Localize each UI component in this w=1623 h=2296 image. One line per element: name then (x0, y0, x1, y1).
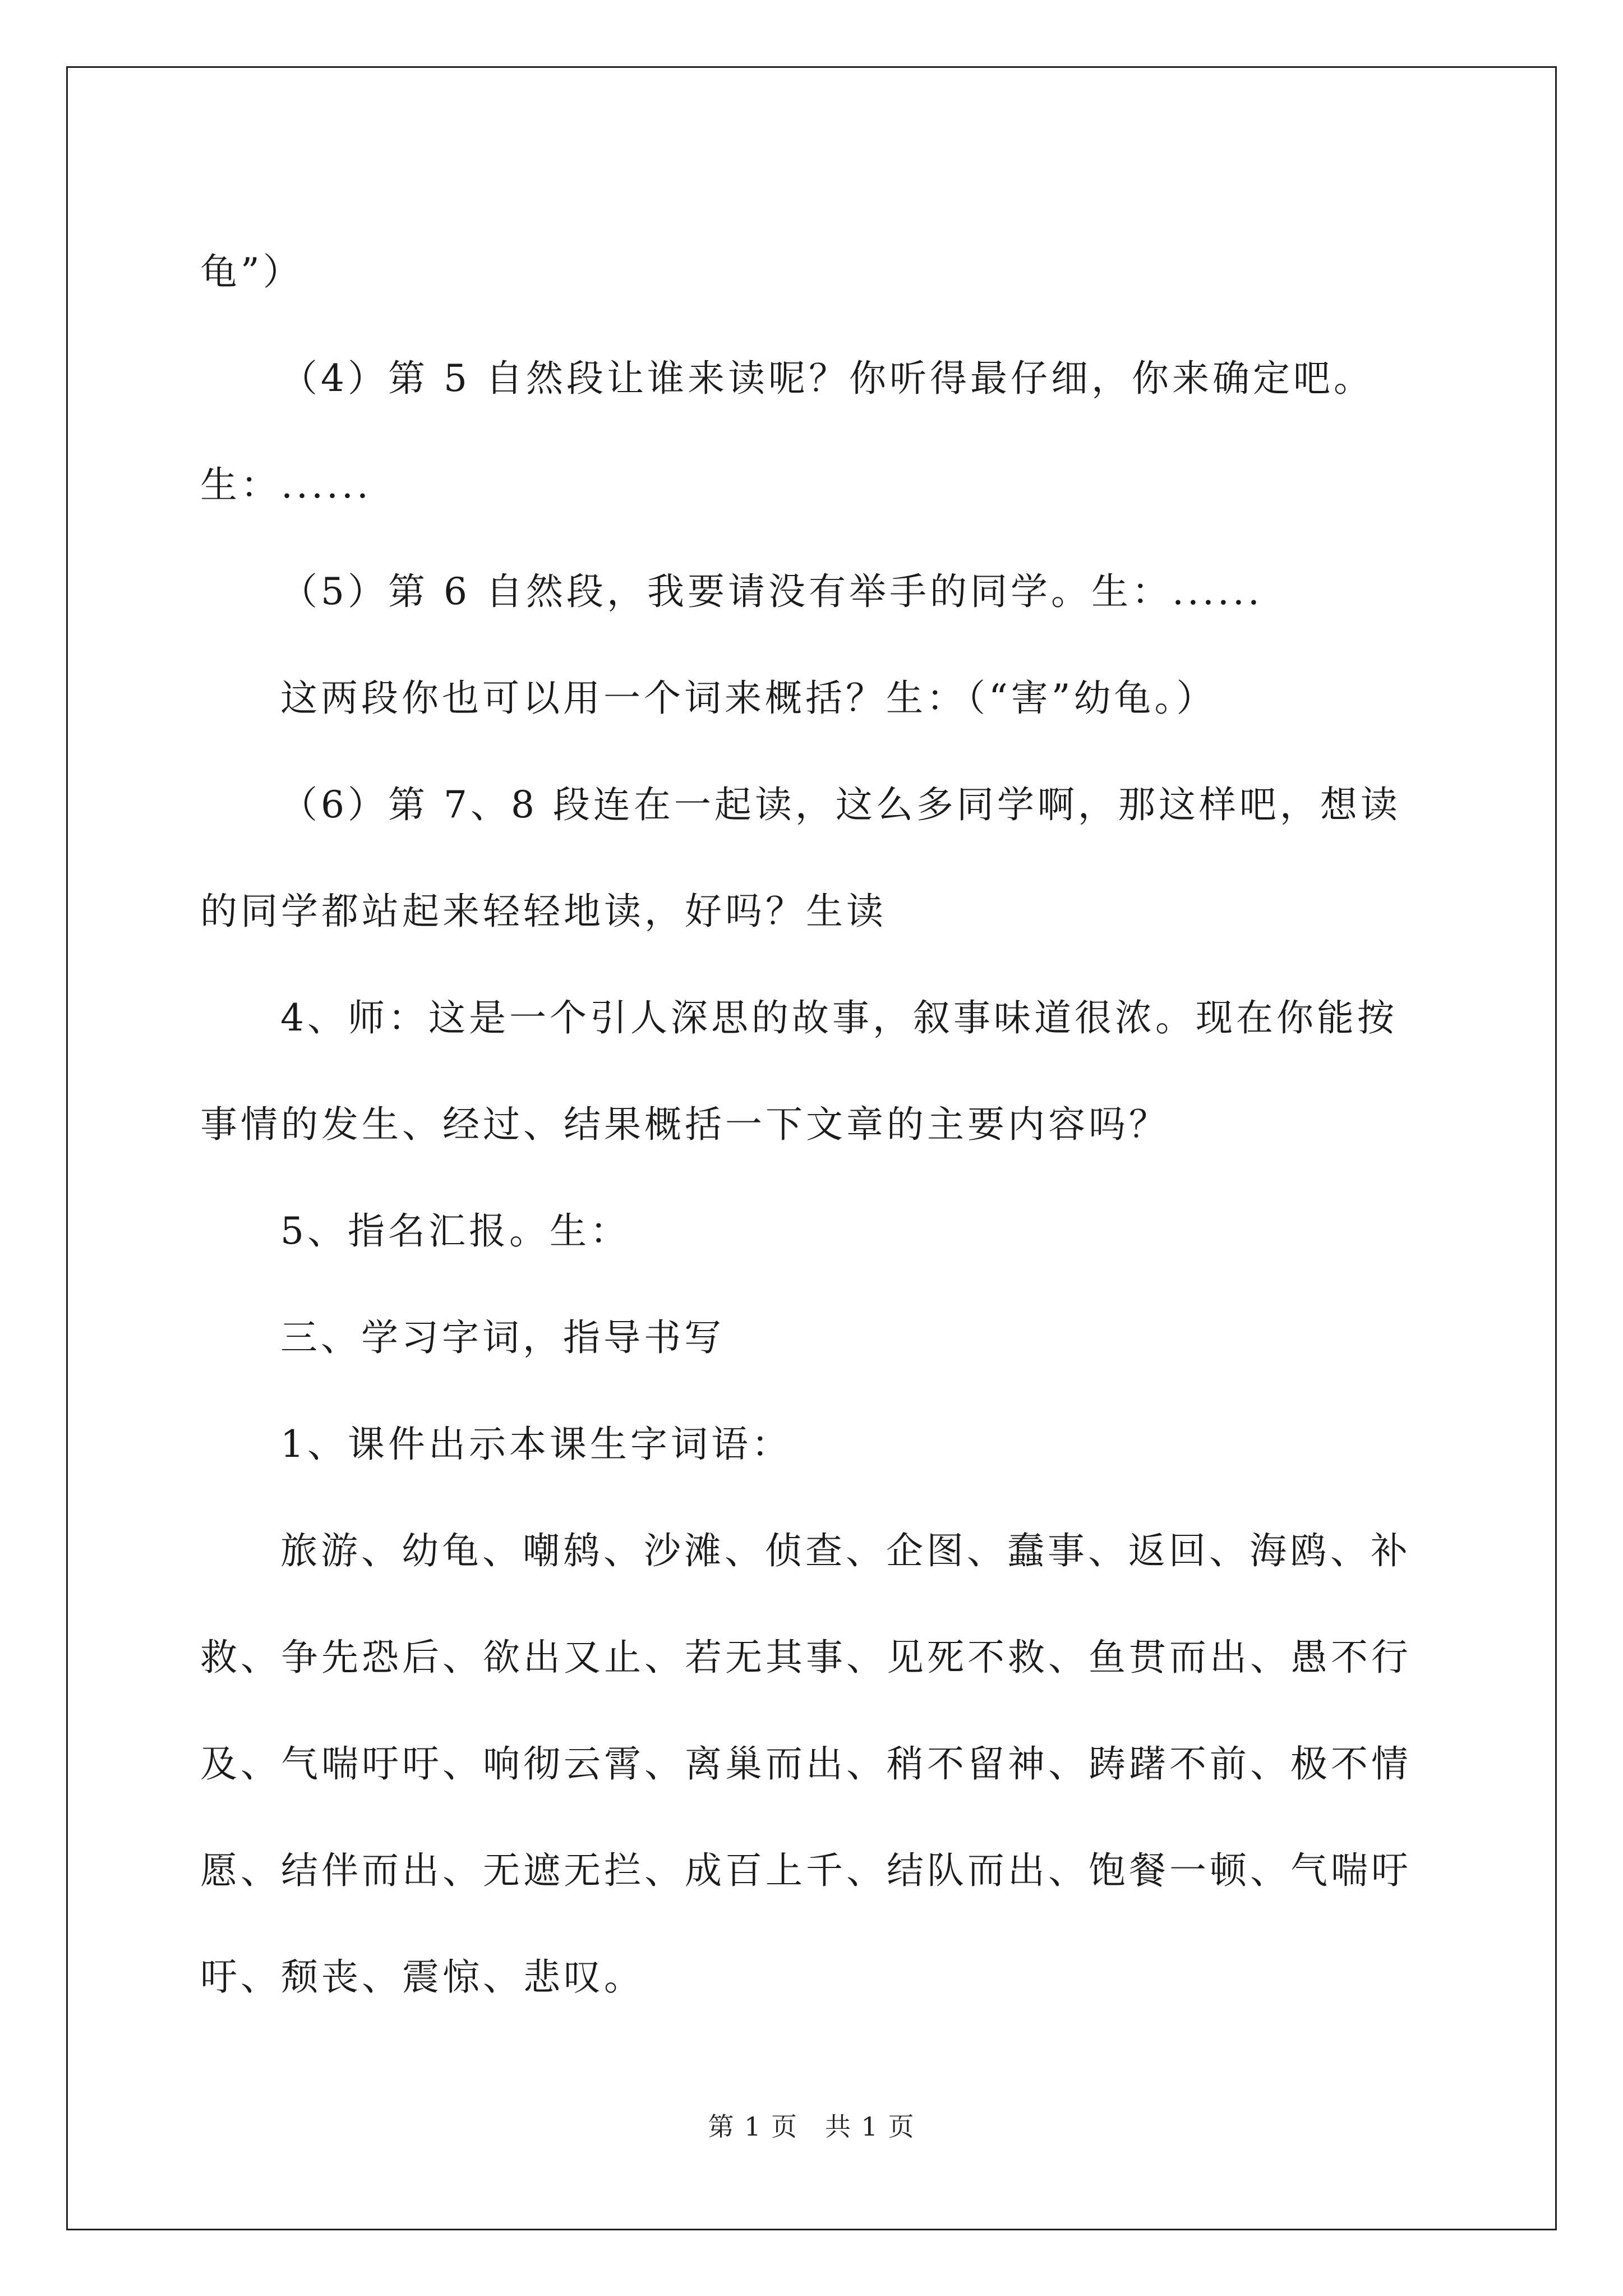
paragraph-3: （5）第 6 自然段，我要请没有举手的同学。生：...... (280, 570, 1263, 613)
paragraph-4: 这两段你也可以用一个词来概括？生：（“害”幼龟。） (280, 677, 1217, 720)
section-heading: 三、学习字词，指导书写 (280, 1316, 725, 1359)
vocabulary-list: 旅游、幼龟、嘲鸫、沙滩、侦查、企图、蠢事、返回、海鸥、补救、争先恐后、欲出又止、若无其事、见死不救、鱼贯而出、愚不行及、气喘吁吁、响彻云霄、离巢而出、稍不留神、踌躇不前、极不情愿、结伴而出、无遮无拦、成百上千、结队而出、饱餐一顿、气喘吁吁、颓丧、震惊、悲叹。 (200, 1529, 1412, 1999)
paragraph-7: 5、指名汇报。生： (280, 1209, 630, 1253)
paragraph-2: （4）第 5 自然段让谁来读呢？你听得最仔细，你来确定吧。生：...... (200, 357, 1374, 507)
document-body (200, 219, 1434, 2031)
paragraph-1: 龟”） (200, 250, 303, 293)
page-footer: 第 1 页 共 1 页 (708, 2111, 915, 2142)
paragraph-9: 1、课件出示本课生字词语： (280, 1423, 792, 1466)
paragraph-6: 4、师：这是一个引人深思的故事，叙事味道很浓。现在你能按事情的发生、经过、结果概括一下文章的主要内容吗？ (200, 996, 1398, 1146)
paragraph-5: （6）第 7、8 段连在一起读，这么多同学啊，那这样吧，想读的同学都站起来轻轻地读，好吗？生读 (200, 783, 1401, 933)
